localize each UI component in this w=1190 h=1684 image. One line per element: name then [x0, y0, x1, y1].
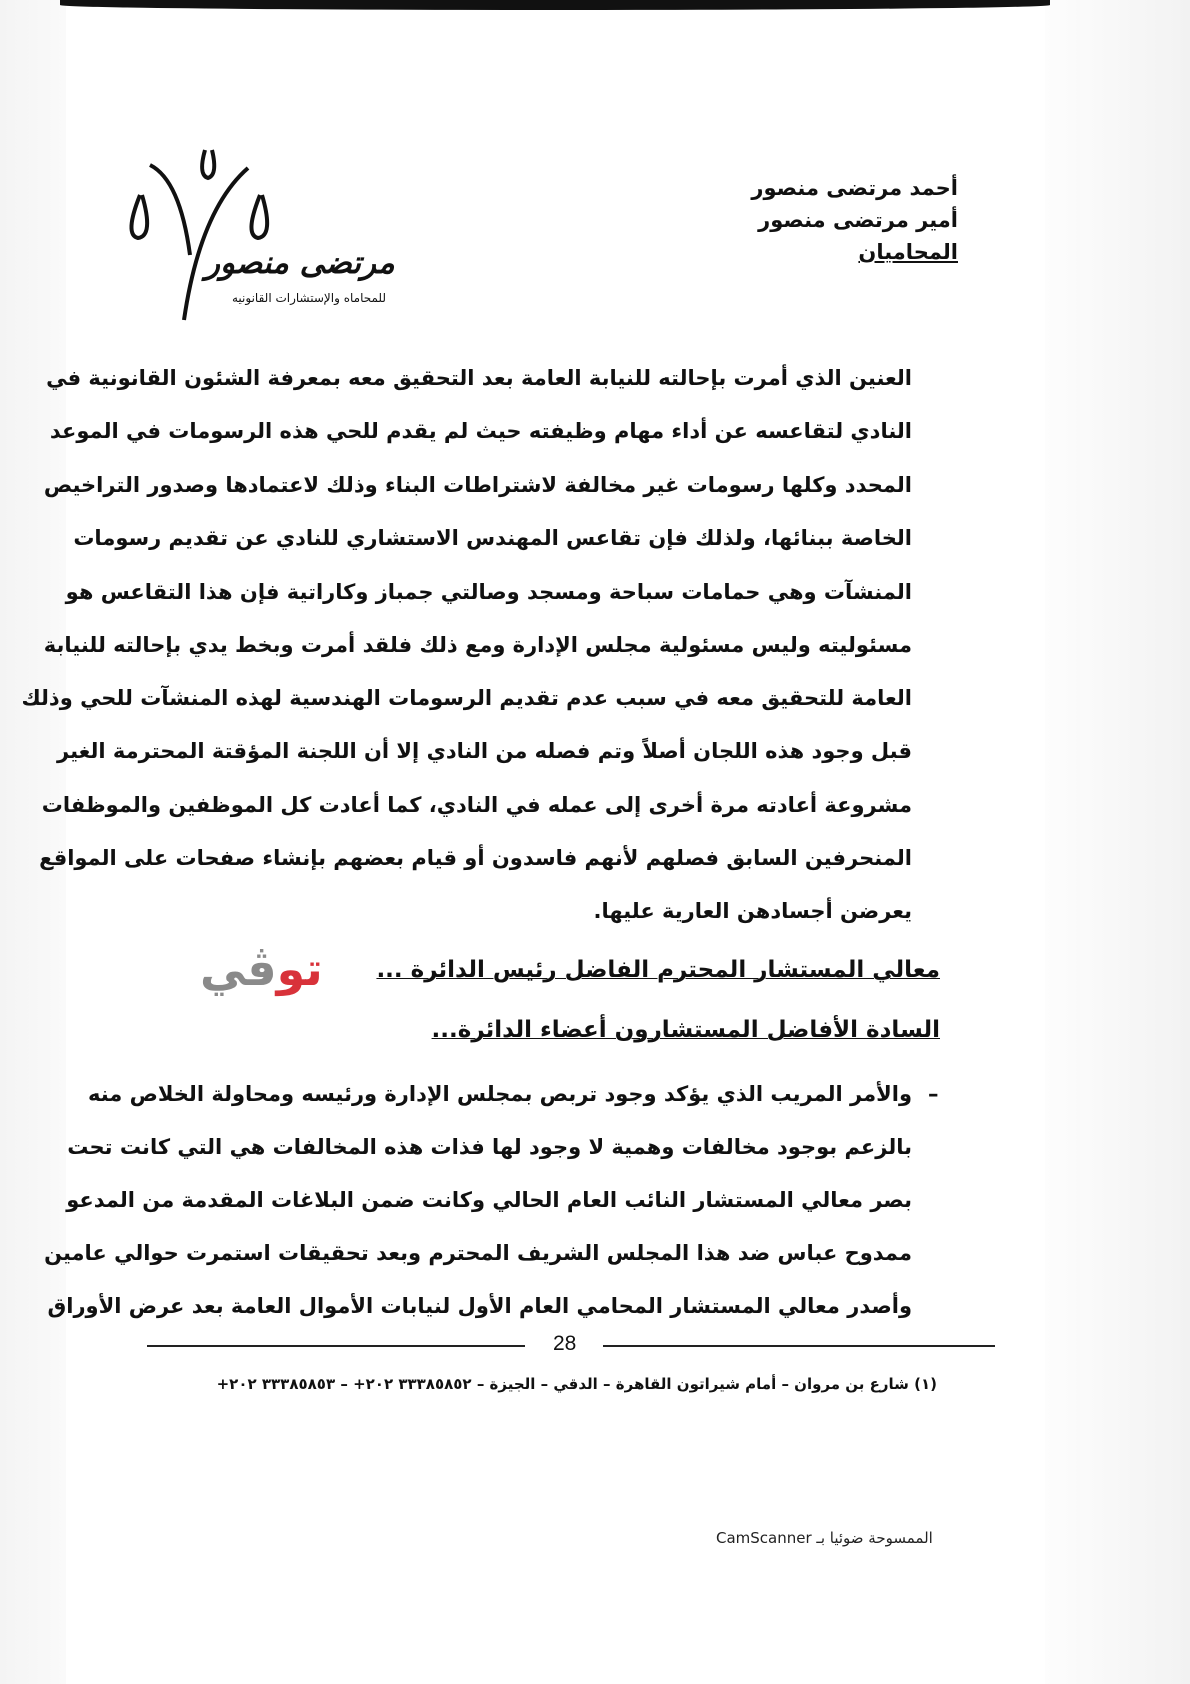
- lawyer-name-1: أحمد مرتضى منصور: [751, 176, 958, 200]
- text-line: والأمر المريب الذي يؤكد وجود تربص بمجلس الإدارة ورئيسه ومحاولة الخلاص منه: [87, 1082, 912, 1106]
- text-line: العامة للتحقيق معه في سبب عدم تقديم الرسومات الهندسية لهذه المنشآت للحي وذلك: [21, 686, 912, 710]
- footer-rule-right: [603, 1345, 995, 1347]
- footer-address: (١) شارع بن مروان – أمام شيراتون القاهرة – الدقي – الجيزة – ٣٣٣٨٥٨٥٢ ٢٠٢+ – ٣٣٣٨٥٨٥٣ ٢٠٢+: [216, 1375, 937, 1393]
- text-line: الخاصة ببنائها، ولذلك فإن تقاعس المهندس الاستشاري للنادي عن تقديم رسومات: [73, 526, 912, 550]
- text-line: مسئوليته وليس مسئولية مجلس الإدارة ومع ذلك فلقد أمرت وبخط يدي بإحالته للنيابة: [43, 633, 912, 657]
- page-number: 28: [553, 1332, 577, 1355]
- watermark-accent: تو: [276, 942, 323, 996]
- text-line: المنحرفين السابق فصلهم لأنهم فاسدون أو قيام بعضهم بإنشاء صفحات على المواقع: [39, 846, 912, 870]
- text-line: المحدد وكلها رسومات غير مخالفة لاشتراطات البناء وذلك لاعتمادها وصدور التراخيص: [43, 473, 912, 497]
- logo-subtitle: للمحاماه والإستشارات القانونيه: [232, 291, 387, 305]
- text-line: النادي لتقاعسه عن أداء مهام وظيفته حيث لم يقدم للحي هذه الرسومات في الموعد: [49, 419, 912, 443]
- scan-left-margin: [0, 0, 66, 1684]
- text-line: وأصدر معالي المستشار المحامي العام الأول لنيابات الأموال العامة بعد عرض الأوراق: [47, 1294, 912, 1318]
- text-line: بالزعم بوجود مخالفات وهمية لا وجود لها فذات هذه المخالفات هي التي كانت تحت: [67, 1135, 912, 1159]
- text-line: بصر معالي المستشار النائب العام الحالي وكانت ضمن البلاغات المقدمة من المدعو: [66, 1188, 912, 1212]
- salutation-heading-1: معالي المستشار المحترم الفاضل رئيس الدائرة ...: [376, 957, 940, 983]
- camscanner-label: الممسوحة ضوئيا بـ CamScanner: [716, 1529, 933, 1547]
- bullet-marker: –: [928, 1082, 939, 1106]
- watermark-logo: [200, 942, 323, 996]
- letterhead-title: المحاميان: [858, 240, 958, 264]
- text-line: يعرضن أجسادهن العارية عليها.: [593, 899, 912, 923]
- salutation-heading-2: السادة الأفاضل المستشارون أعضاء الدائرة...: [431, 1017, 940, 1043]
- lawyer-name-2: أمير مرتضى منصور: [758, 208, 958, 232]
- scan-right-margin: [1045, 0, 1190, 1684]
- text-line: مشروعة أعادته مرة أخرى إلى عمله في النادي، كما أعادت كل الموظفين والموظفات: [41, 793, 912, 817]
- scan-top-shadow: [60, 0, 1050, 10]
- text-line: قبل وجود هذه اللجان أصلاً وتم فصله من النادي إلا أن اللجنة المؤقتة المحترمة الغير: [57, 739, 912, 763]
- footer-rule-left: [147, 1345, 525, 1347]
- letterhead-names: [751, 172, 958, 268]
- text-line: العنين الذي أمرت بإحالته للنيابة العامة بعد التحقيق معه بمعرفة الشئون القانونية في: [46, 366, 912, 390]
- logo-name: مرتضى منصور: [205, 245, 395, 281]
- watermark-main: ڤي: [200, 942, 277, 996]
- text-line: المنشآت وهي حمامات سباحة ومسجد وصالتي جمباز وكاراتية فإن هذا التقاعس هو: [65, 580, 912, 604]
- text-line: ممدوح عباس ضد هذا المجلس الشريف المحترم وبعد تحقيقات استمرت حوالي عامين: [44, 1241, 912, 1265]
